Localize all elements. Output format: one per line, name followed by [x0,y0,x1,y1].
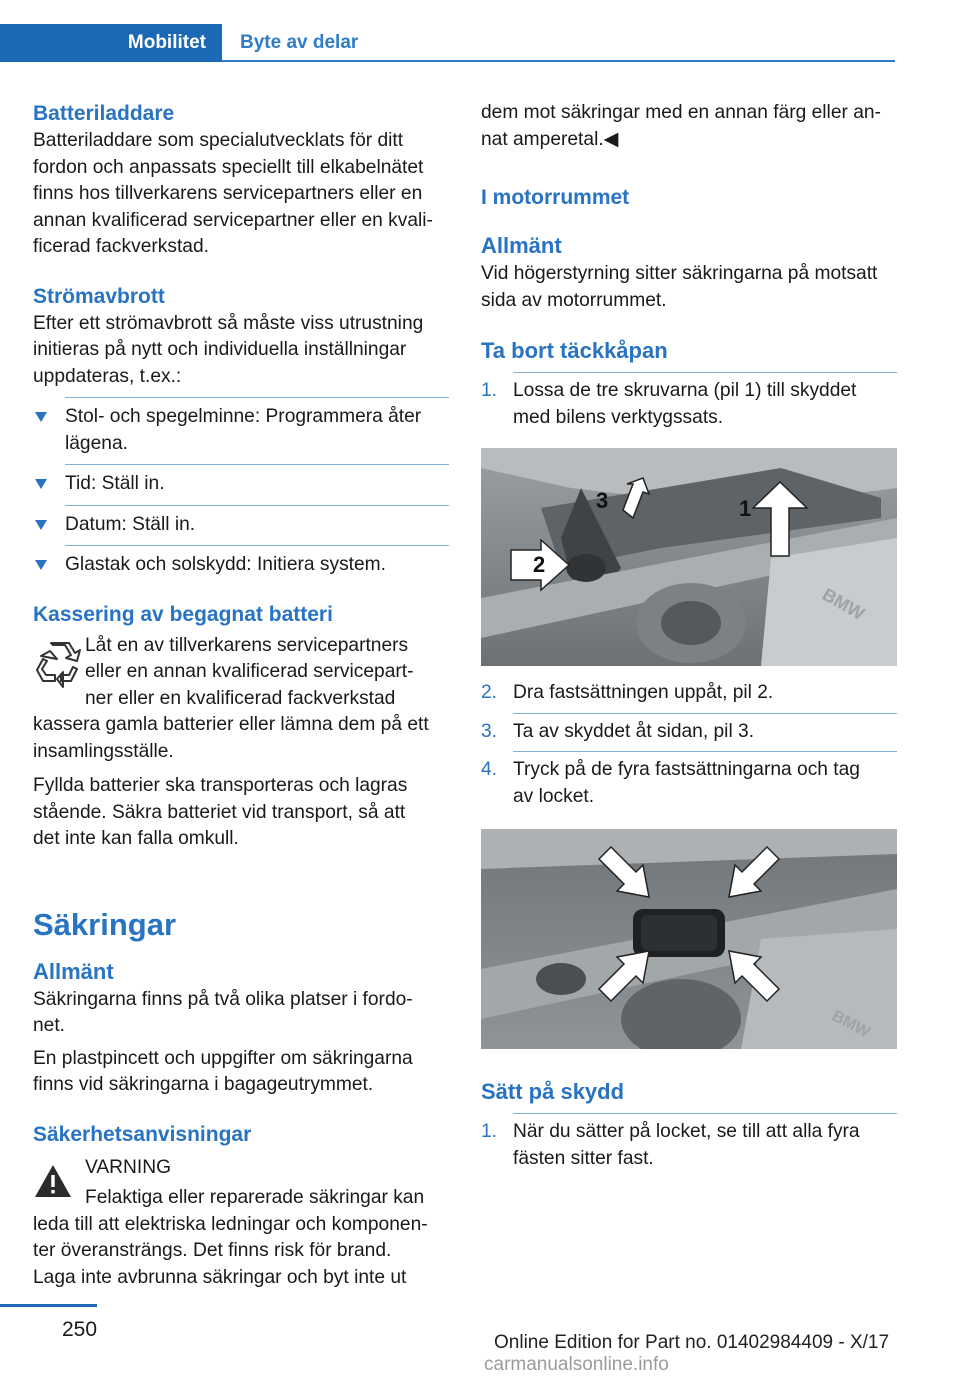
step-text-cont: fästen sitter fast. [513,1147,654,1169]
kassering-para2-line-1: Fyllda batterier ska transporteras och lagras [33,775,408,796]
heading-stromavbrott: Strömavbrott [33,284,165,308]
bullet-text: Glastak och solskydd: Initiera system. [65,554,386,575]
allmant-p2-line-2: finns vid säkringarna i bagageutrymmet. [33,1074,374,1095]
heading-ta-bort: Ta bort täckkåpan [481,338,668,363]
photo-label-2: 2 [533,552,546,577]
stromavbrott-line-1: Efter ett strömavbrott så måste viss utrustning [33,312,424,334]
motor-allmant-line-1: Vid högerstyrning sitter säkringarna på motsatt [481,263,878,284]
kassering-para2-line-2: stående. Säkra batteriet vid transport, så att [33,801,406,823]
batteriladdare-line-4: annan kvalificerad servicepartner eller en kvali‐ [33,209,433,231]
triangle-bullet-icon [35,520,47,530]
heading-kassering: Kassering av begagnat batteri [33,602,333,626]
warning-line-4: Laga inte avbrunna säkringar och byt inte ut [33,1266,407,1288]
triangle-bullet-icon [35,560,47,570]
stromavbrott-line-3: uppdateras, t.ex.: [33,365,182,387]
bullet-divider [65,397,449,398]
kassering-line-4: kassera gamla batterier eller lämna dem på ett [33,714,429,735]
warning-icon [33,1163,73,1199]
continued-line-2: nat amperetal.◀ [481,128,619,150]
bullet-text-cont: lägena. [65,432,128,454]
step-number: 1. [481,380,498,401]
stromavbrott-line-2: initieras på nytt och individuella inställningar [33,339,407,360]
footer-rule [0,1304,97,1307]
bullet-item [33,512,449,539]
kassering-icon-line-3: ner eller en kvalificerad fackverkstad [85,687,396,709]
edition-text [484,1332,960,1376]
step-item [481,680,897,707]
warning-label: VARNING [85,1156,171,1178]
warning-line-2: leda till att elektriska ledningar och komponen‐ [33,1213,428,1235]
batteriladdare-line-3: finns hos tillverkarens servicepartners eller en [33,183,423,204]
page-header [0,0,960,64]
triangle-bullet-icon [35,479,47,489]
warning-line-3: ter överansträngs. Det finns risk för brand. [33,1240,392,1261]
bullet-text: Stol- och spegelminne: Programmera åter [65,406,422,427]
allmant-line-2: net. [33,1015,66,1036]
allmant-line-1: Säkringarna finns på två olika platser i fordo‐ [33,988,413,1010]
photo-brand: BMW [819,584,868,624]
section-kassering [33,601,449,853]
step-text: När du sätter på locket, se till att alla fyra [513,1121,860,1142]
fuse-box-photo [481,829,897,1049]
left-column [33,100,449,1291]
bullet-divider [65,464,449,465]
heading-sakerhetsanvisningar: Säkerhetsanvisningar [33,1122,252,1146]
edition-label: Online Edition for Part no. 01402984409 - X/17 [494,1332,890,1353]
header-rule [222,60,895,62]
triangle-bullet-icon [35,412,47,422]
page-number: 250 [62,1318,98,1341]
section-sakringar [33,905,449,1292]
step-item [481,378,897,431]
kassering-icon-line-1: Låt en av tillverkarens servicepartners [85,634,409,656]
section-batteriladdare [33,100,449,261]
right-column [481,100,897,1172]
step-item [481,1119,897,1172]
tab-mobilitet[interactable]: Mobilitet [0,24,222,62]
continued-line-1: dem mot säkringar med en annan färg eller an‐ [481,102,881,123]
watermark: carmanualsonline.info [484,1354,669,1375]
step-text: Ta av skyddet åt sidan, pil 3. [513,720,755,742]
heading-motorrummet: I motorrummet [481,186,630,209]
step-item [481,757,897,810]
step-number: 3. [481,720,498,742]
bullet-item [33,552,449,579]
batteriladdare-line-5: ficerad fackverkstad. [33,236,209,257]
kassering-line-5: insamlingsställe. [33,740,174,762]
step-number: 2. [481,682,498,703]
batteriladdare-line-2: fordon och anpassats speciellt till elkabelnätet [33,156,424,178]
kassering-para2-line-3: det inte kan falla omkull. [33,828,239,849]
warning-line-1: Felaktiga eller reparerade säkringar kan [85,1187,425,1208]
bullet-divider [65,505,449,506]
photo-label-3: 3 [596,488,609,513]
section-stromavbrott [33,283,449,579]
step-divider [513,751,897,752]
step-number: 4. [481,759,498,780]
step-item [481,719,897,746]
allmant-p2-line-1: En plastpincett och uppgifter om säkringarna [33,1047,413,1069]
step-divider [513,713,897,714]
kassering-icon-line-2: eller en annan kvalificerad servicepart‐ [85,661,414,682]
heading-batteriladdare: Batteriladdare [33,102,175,125]
batteriladdare-line-1: Batteriladdare som specialutvecklats för ditt [33,130,404,151]
bullet-divider [65,545,449,546]
bullet-item [33,471,449,498]
step-divider [513,1113,897,1114]
heading-sakringar: Säkringar [33,906,177,942]
bullet-item [33,404,449,457]
step-text-cont: med bilens verktygssats. [513,406,724,428]
step-number: 1. [481,1121,498,1142]
step-divider [513,372,897,373]
engine-cover-photo [481,448,897,666]
heading-allmant: Allmänt [33,958,114,984]
tab-byte-av-delar[interactable]: Byte av delar [240,32,359,53]
recycle-icon [33,639,85,691]
motor-allmant-line-2: sida av motorrummet. [481,289,667,311]
photo-label-1: 1 [739,496,752,521]
step-text: Dra fastsättningen uppåt, pil 2. [513,682,774,703]
bullet-text: Tid: Ställ in. [65,473,165,494]
heading-satt-pa: Sätt på skydd [481,1079,625,1104]
step-text-cont: av locket. [513,785,595,807]
heading-allmant-motor: Allmänt [481,233,562,258]
step-text: Lossa de tre skruvarna (pil 1) till skyddet [513,380,857,401]
photo-brand: BMW [829,1007,873,1042]
step-text: Tryck på de fyra fastsättningarna och tag [513,759,860,780]
bullet-text: Datum: Ställ in. [65,513,196,535]
